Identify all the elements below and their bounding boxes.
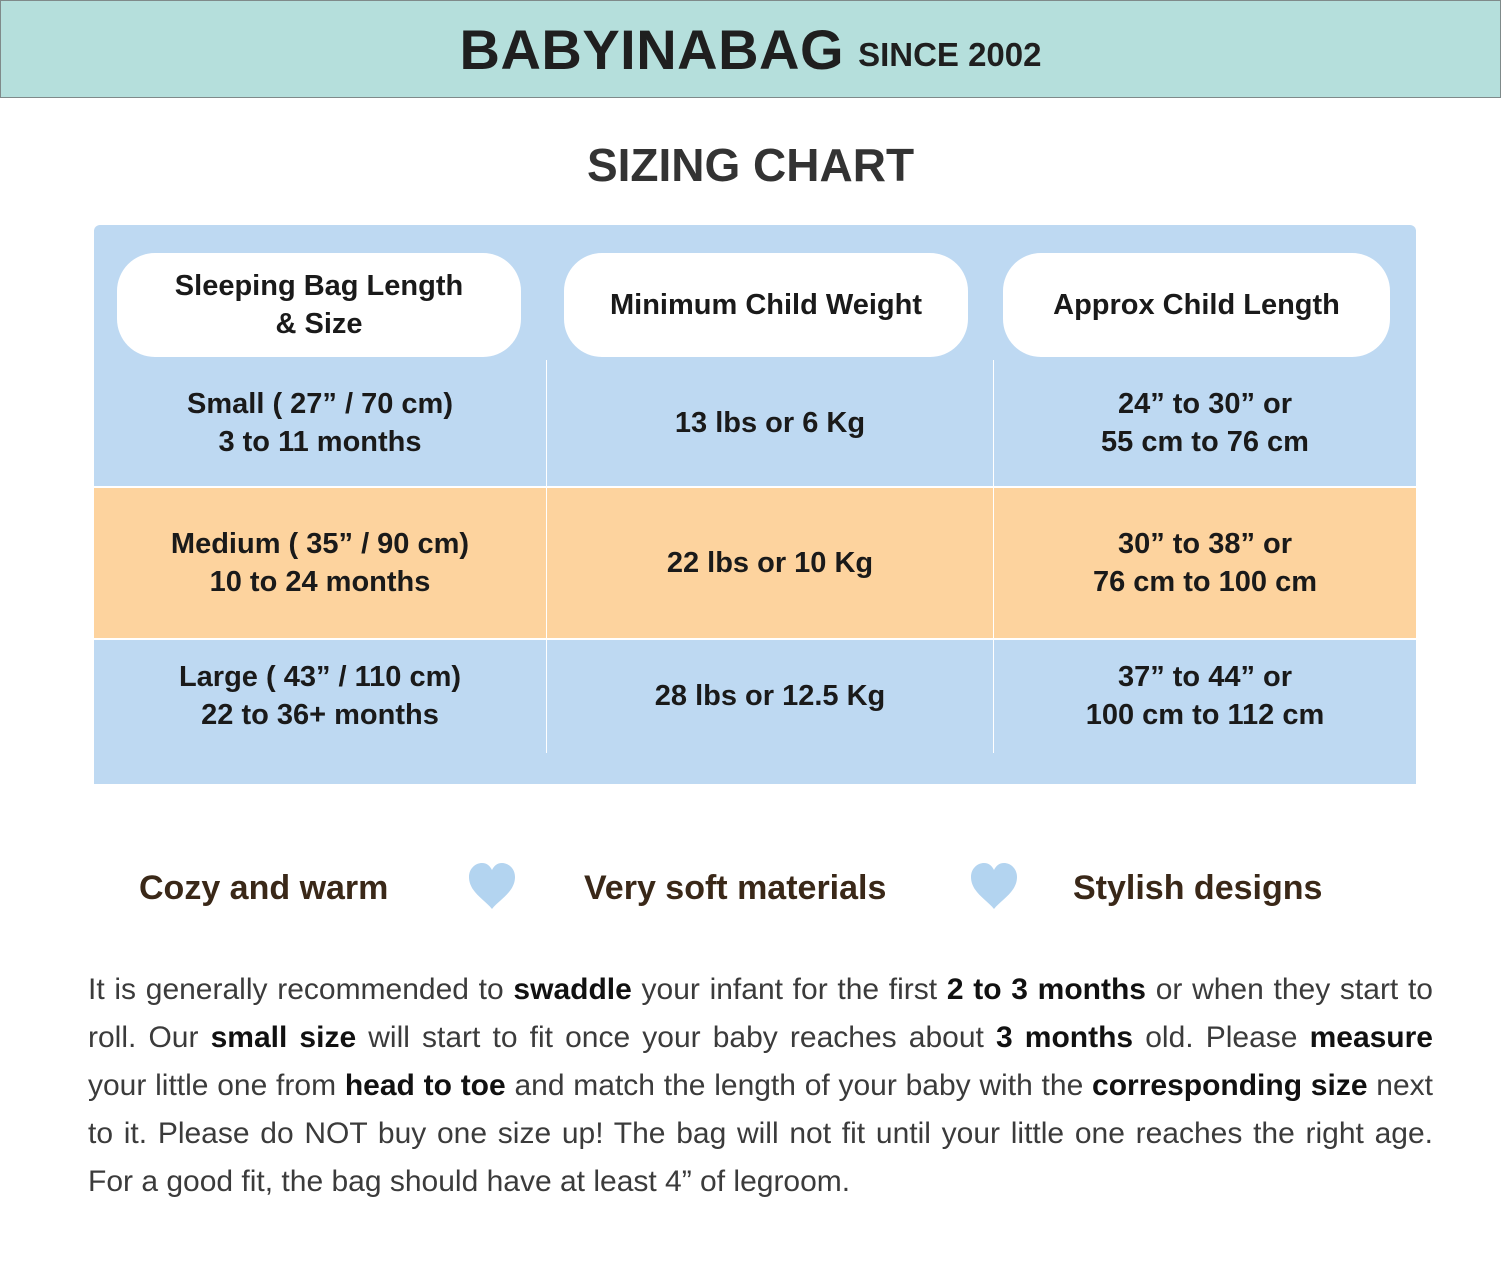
cell-length: 30” to 38” or 76 cm to 100 cm xyxy=(1092,528,1318,598)
brand-name: BABYINABAG xyxy=(459,17,845,81)
paragraph-text: old. Please xyxy=(1133,1021,1310,1054)
column-divider xyxy=(993,360,994,753)
paragraph-text: your infant for the first xyxy=(631,973,947,1006)
feature-cozy: Cozy and warm xyxy=(139,869,389,907)
paragraph-text: and match the length of your baby with the xyxy=(505,1069,1093,1102)
column-divider xyxy=(546,360,547,753)
cell-size: Medium ( 35” / 90 cm) 10 to 24 months xyxy=(170,528,470,598)
table-row xyxy=(94,640,1416,752)
sizing-advice-paragraph xyxy=(88,966,1433,1206)
cell-size: Large ( 43” / 110 cm) 22 to 36+ months xyxy=(178,661,462,731)
emphasis-text: small size xyxy=(210,1021,357,1054)
cell-weight: 28 lbs or 12.5 Kg xyxy=(654,680,886,712)
paragraph-text: next to it. Please do NOT buy one size up! The bag will not fit until your little one reaches the right age. For a good fit, the bag should have at least 4” of legroom. xyxy=(88,1069,1433,1198)
table-row xyxy=(94,360,1416,486)
paragraph-text: It is generally recommended to xyxy=(88,973,514,1006)
cell-length: 37” to 44” or 100 cm to 112 cm xyxy=(1085,661,1325,731)
paragraph-text: or when they start to roll. Our xyxy=(88,973,1433,1054)
heart-icon xyxy=(969,862,1019,912)
header-bag-size: Sleeping Bag Length & Size xyxy=(117,253,521,357)
cell-size: Small ( 27” / 70 cm) 3 to 11 months xyxy=(187,388,453,458)
cell-weight: 22 lbs or 10 Kg xyxy=(666,547,874,579)
sizing-table xyxy=(94,225,1416,784)
emphasis-text: corresponding size xyxy=(1092,1069,1368,1102)
emphasis-text: 2 to 3 months xyxy=(946,973,1146,1006)
paragraph-text: your little one from xyxy=(88,1069,345,1102)
emphasis-text: head to toe xyxy=(344,1069,506,1102)
cell-length: 24” to 30” or 55 cm to 76 cm xyxy=(1101,388,1309,458)
brand-since: SINCE 2002 xyxy=(858,36,1042,73)
heart-icon xyxy=(467,862,517,912)
emphasis-text: 3 months xyxy=(995,1021,1134,1054)
feature-strip xyxy=(0,860,1501,916)
header-child-length: Approx Child Length xyxy=(1003,253,1390,357)
brand-banner xyxy=(0,0,1501,98)
feature-stylish: Stylish designs xyxy=(1073,869,1323,907)
feature-soft: Very soft materials xyxy=(584,869,887,907)
sizing-chart-title: SIZING CHART xyxy=(586,139,915,191)
table-row xyxy=(94,488,1416,638)
header-min-weight: Minimum Child Weight xyxy=(564,253,968,357)
emphasis-text: swaddle xyxy=(513,973,632,1006)
paragraph-text: will start to fit once your baby reaches about xyxy=(356,1021,996,1054)
cell-weight: 13 lbs or 6 Kg xyxy=(674,407,866,439)
emphasis-text: measure xyxy=(1309,1021,1433,1054)
